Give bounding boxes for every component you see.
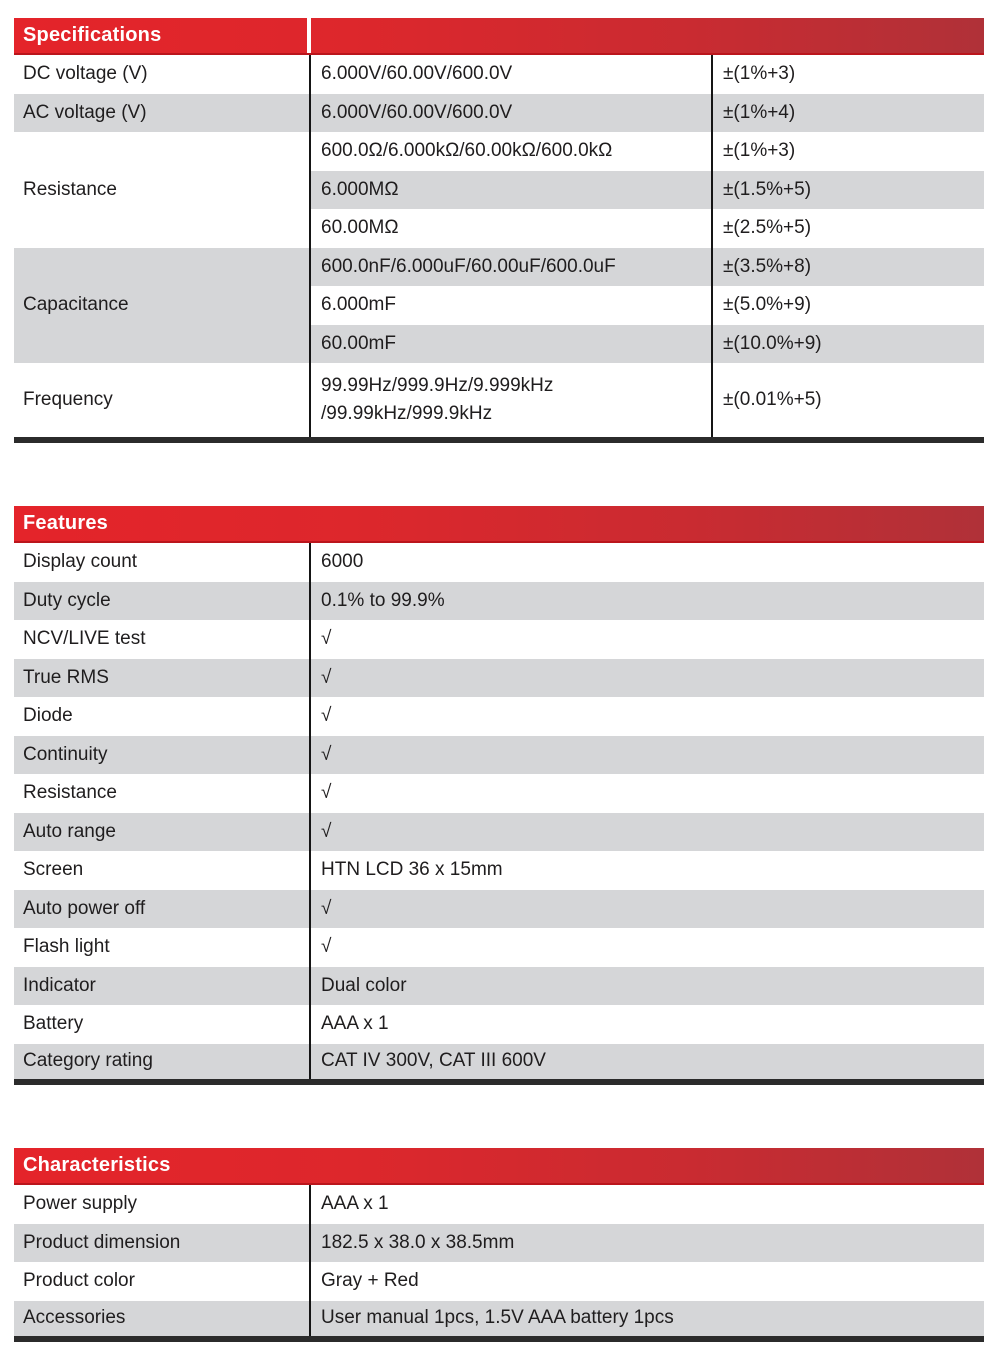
characteristics-table xyxy=(14,1148,984,1342)
feature-value: AAA x 1 xyxy=(310,1005,984,1044)
feature-label: Flash light xyxy=(14,928,310,967)
feature-value: √ xyxy=(310,928,984,967)
feature-label: Continuity xyxy=(14,736,310,775)
specifications-title: Specifications xyxy=(23,24,162,46)
table-row xyxy=(14,967,984,1006)
feature-value: CAT IV 300V, CAT III 600V xyxy=(310,1044,984,1083)
feature-label: Diode xyxy=(14,697,310,736)
characteristic-label: Accessories xyxy=(14,1301,310,1340)
spec-range: 6.000V/60.00V/600.0V xyxy=(310,94,712,133)
features-title: Features xyxy=(23,512,108,534)
table-row xyxy=(14,774,984,813)
spec-label: Resistance xyxy=(14,132,310,248)
table-row xyxy=(14,543,984,582)
features-table xyxy=(14,506,984,1085)
spec-accuracy: ±(0.01%+5) xyxy=(712,363,984,440)
table-row xyxy=(14,94,984,133)
spec-range-line-2: /99.99kHz/999.9kHz xyxy=(321,403,493,424)
header-column-gap xyxy=(307,18,311,53)
feature-label: Auto range xyxy=(14,813,310,852)
spec-label: AC voltage (V) xyxy=(14,94,310,133)
spec-accuracy: ±(1.5%+5) xyxy=(712,171,984,210)
spec-accuracy: ±(2.5%+5) xyxy=(712,209,984,248)
spec-range: 600.0Ω/6.000kΩ/60.00kΩ/600.0kΩ xyxy=(310,132,712,171)
characteristic-value: Gray + Red xyxy=(310,1262,984,1301)
specifications-grid xyxy=(14,55,984,443)
spec-range: 6.000mF xyxy=(310,286,712,325)
spec-range: 6.000V/60.00V/600.0V xyxy=(310,55,712,94)
spec-accuracy: ±(5.0%+9) xyxy=(712,286,984,325)
feature-value: √ xyxy=(310,697,984,736)
table-row xyxy=(14,890,984,929)
characteristics-grid xyxy=(14,1185,984,1342)
table-row xyxy=(14,248,984,287)
feature-label: Category rating xyxy=(14,1044,310,1083)
table-row xyxy=(14,620,984,659)
feature-label: Resistance xyxy=(14,774,310,813)
table-row xyxy=(14,1044,984,1083)
feature-label: True RMS xyxy=(14,659,310,698)
table-row xyxy=(14,582,984,621)
characteristic-label: Product dimension xyxy=(14,1224,310,1263)
spec-range: 6.000MΩ xyxy=(310,171,712,210)
table-row xyxy=(14,928,984,967)
characteristics-title: Characteristics xyxy=(23,1154,171,1176)
spec-label: Frequency xyxy=(14,363,310,440)
spec-accuracy: ±(1%+4) xyxy=(712,94,984,133)
table-row xyxy=(14,1301,984,1340)
table-row xyxy=(14,736,984,775)
table-row xyxy=(14,132,984,171)
feature-value: √ xyxy=(310,736,984,775)
features-header xyxy=(14,506,984,543)
table-row xyxy=(14,1224,984,1263)
feature-label: Screen xyxy=(14,851,310,890)
feature-label: Indicator xyxy=(14,967,310,1006)
table-row xyxy=(14,659,984,698)
feature-value: √ xyxy=(310,620,984,659)
characteristics-header xyxy=(14,1148,984,1185)
feature-label: Display count xyxy=(14,543,310,582)
feature-label: Auto power off xyxy=(14,890,310,929)
characteristic-value: 182.5 x 38.0 x 38.5mm xyxy=(310,1224,984,1263)
spec-label: DC voltage (V) xyxy=(14,55,310,94)
spec-range: 600.0nF/6.000uF/60.00uF/600.0uF xyxy=(310,248,712,287)
spec-accuracy: ±(10.0%+9) xyxy=(712,325,984,364)
specifications-table xyxy=(14,18,984,443)
feature-value: √ xyxy=(310,774,984,813)
specifications-header xyxy=(14,18,984,55)
table-row xyxy=(14,1262,984,1301)
spec-accuracy: ±(1%+3) xyxy=(712,132,984,171)
feature-value: HTN LCD 36 x 15mm xyxy=(310,851,984,890)
characteristic-value: User manual 1pcs, 1.5V AAA battery 1pcs xyxy=(310,1301,984,1340)
spec-range: 60.00MΩ xyxy=(310,209,712,248)
table-row xyxy=(14,813,984,852)
spec-range: 60.00mF xyxy=(310,325,712,364)
feature-value: 6000 xyxy=(310,543,984,582)
feature-value: √ xyxy=(310,890,984,929)
spec-label: Capacitance xyxy=(14,248,310,364)
table-row xyxy=(14,1185,984,1224)
table-row xyxy=(14,851,984,890)
characteristic-label: Product color xyxy=(14,1262,310,1301)
feature-label: NCV/LIVE test xyxy=(14,620,310,659)
feature-value: Dual color xyxy=(310,967,984,1006)
spec-range xyxy=(310,363,712,440)
characteristic-label: Power supply xyxy=(14,1185,310,1224)
feature-value: √ xyxy=(310,659,984,698)
feature-label: Duty cycle xyxy=(14,582,310,621)
features-grid xyxy=(14,543,984,1085)
table-row xyxy=(14,1005,984,1044)
spec-accuracy: ±(1%+3) xyxy=(712,55,984,94)
table-row xyxy=(14,55,984,94)
table-row xyxy=(14,697,984,736)
feature-label: Battery xyxy=(14,1005,310,1044)
feature-value: 0.1% to 99.9% xyxy=(310,582,984,621)
feature-value: √ xyxy=(310,813,984,852)
table-row xyxy=(14,363,984,440)
characteristic-value: AAA x 1 xyxy=(310,1185,984,1224)
spec-range-line-1: 99.99Hz/999.9Hz/9.999kHz xyxy=(321,374,554,396)
spec-accuracy: ±(3.5%+8) xyxy=(712,248,984,287)
